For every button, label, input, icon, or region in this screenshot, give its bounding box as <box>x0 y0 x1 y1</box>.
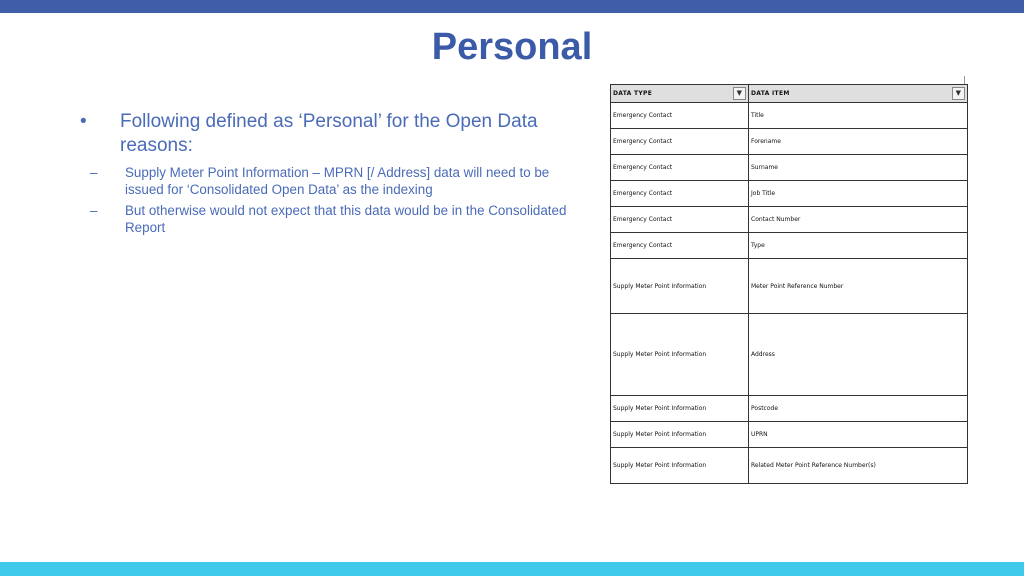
dash-icon: – <box>90 165 98 180</box>
filter-dropdown-icon[interactable]: ▼ <box>733 87 746 100</box>
cell-data-type: Supply Meter Point Information <box>611 448 749 484</box>
table-row <box>611 233 968 259</box>
dash-icon: – <box>90 203 98 218</box>
cell-data-item: Meter Point Reference Number <box>749 259 968 314</box>
cell-data-item: Address <box>749 314 968 396</box>
header-label: DATA ITEM <box>751 90 790 97</box>
slide-title: Personal <box>431 26 593 68</box>
sub-bullet-list <box>80 164 580 236</box>
header-data-item <box>749 85 968 103</box>
table-row <box>611 207 968 233</box>
sub-bullet-item <box>80 202 580 236</box>
top-accent-bar <box>0 0 1024 13</box>
cell-data-type: Emergency Contact <box>611 155 749 181</box>
bottom-accent-bar <box>0 562 1024 576</box>
bullet-list <box>80 110 580 240</box>
table-row <box>611 422 968 448</box>
sub-bullet-text: But otherwise would not expect that this data would be in the Consolidated Report <box>125 203 567 235</box>
cell-data-type: Emergency Contact <box>611 129 749 155</box>
header-data-type <box>611 85 749 103</box>
table-row <box>611 129 968 155</box>
cell-data-type: Supply Meter Point Information <box>611 396 749 422</box>
bullet-dot-icon: • <box>80 111 87 132</box>
bullet-text: Following defined as ‘Personal’ for the Open Data reasons: <box>120 111 538 156</box>
cell-data-type: Supply Meter Point Information <box>611 314 749 396</box>
table-row <box>611 181 968 207</box>
sub-bullet-item <box>80 164 580 198</box>
data-table <box>610 84 968 484</box>
cell-data-item: Job Title <box>749 181 968 207</box>
table-row <box>611 155 968 181</box>
filter-dropdown-icon[interactable]: ▼ <box>952 87 965 100</box>
cell-data-item: Forename <box>749 129 968 155</box>
bullet-item <box>80 110 580 158</box>
cell-data-item: Type <box>749 233 968 259</box>
table-row <box>611 103 968 129</box>
cell-data-type: Emergency Contact <box>611 103 749 129</box>
cell-data-type: Emergency Contact <box>611 207 749 233</box>
table-row <box>611 448 968 484</box>
cell-data-type: Supply Meter Point Information <box>611 259 749 314</box>
header-label: DATA TYPE <box>613 90 653 97</box>
data-table-image <box>610 84 968 484</box>
cell-data-type: Supply Meter Point Information <box>611 422 749 448</box>
cell-data-item: UPRN <box>749 422 968 448</box>
table-row <box>611 314 968 396</box>
cell-data-item: Title <box>749 103 968 129</box>
table-row <box>611 396 968 422</box>
cell-data-item: Surname <box>749 155 968 181</box>
table-header-row <box>611 85 968 103</box>
table-row <box>611 259 968 314</box>
cell-data-item: Related Meter Point Reference Number(s) <box>749 448 968 484</box>
sub-bullet-text: Supply Meter Point Information – MPRN [/ Address] data will need to be issued for ‘Consolidated Open Data’ as the indexing <box>125 165 550 197</box>
cell-data-item: Postcode <box>749 396 968 422</box>
cell-data-item: Contact Number <box>749 207 968 233</box>
cell-data-type: Emergency Contact <box>611 181 749 207</box>
cell-data-type: Emergency Contact <box>611 233 749 259</box>
